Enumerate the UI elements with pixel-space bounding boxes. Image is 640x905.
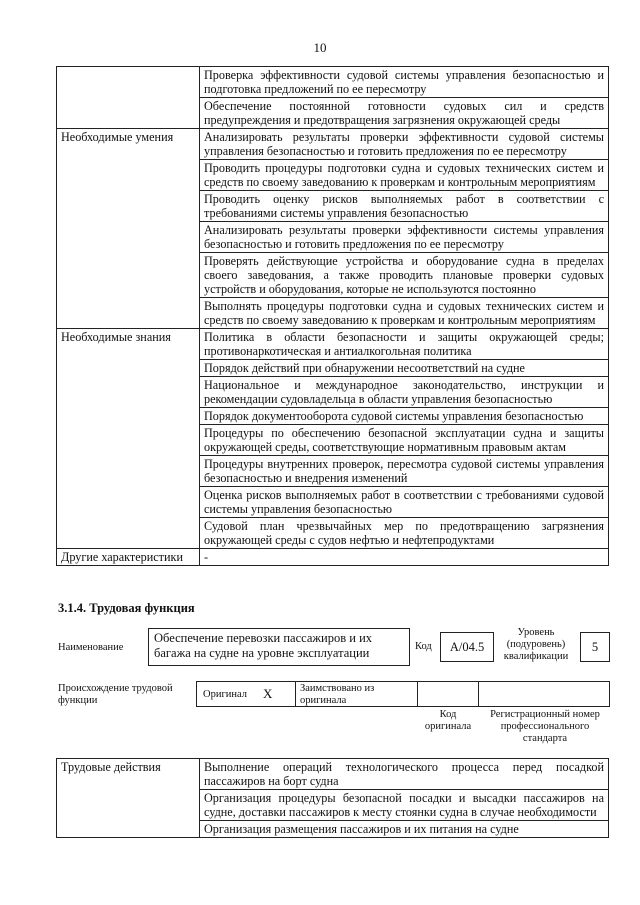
- table-cell: Национальное и международное законодательство, инструкции и рекомендации судовладельца в области управления безопасностью: [200, 377, 609, 408]
- level-value-box: 5: [580, 632, 610, 662]
- code-label: Код: [415, 641, 432, 652]
- table-cell: Анализировать результаты проверки эффективности системы управления безопасностью и готовить предложения по ее пересмотру: [200, 222, 609, 253]
- page-number: 10: [313, 40, 327, 55]
- table-cell: Судовой план чрезвычайных мер по предотвращению загрязнения окружающей среды с судов нефтью и нефтепродуктами: [200, 518, 609, 549]
- original-label: Оригинал: [203, 689, 247, 700]
- borrowed-cell: [295, 681, 418, 707]
- table-row: [57, 759, 609, 790]
- row-label-skills: Необходимые умения: [57, 129, 200, 329]
- code-value-box: A/04.5: [440, 632, 494, 662]
- code-original-cell: [417, 681, 479, 707]
- name-label: Наименование: [58, 642, 124, 653]
- table-cell: -: [200, 549, 609, 566]
- table-cell: Процедуры по обеспечению безопасной эксплуатации судна и защиты окружающей среды, соответствующие нормативным правовым актам: [200, 425, 609, 456]
- function-name-box: Обеспечение перевозки пассажиров и их багажа на судне на уровне эксплуатации: [148, 628, 410, 666]
- table-cell: Оценка рисков выполняемых работ в соответствии с требованиями судовой системы управления безопасностью: [200, 487, 609, 518]
- table-row: [57, 329, 609, 360]
- reg-number-label: Регистрационный номер профессионального стандарта: [490, 709, 600, 744]
- actions-table: [56, 758, 609, 838]
- reg-number-cell: [478, 681, 610, 707]
- table-cell: Процедуры внутренних проверок, пересмотра судовой системы управления безопасностью и внедрения изменений: [200, 456, 609, 487]
- table-cell: Проверка эффективности судовой системы управления безопасностью и подготовка предложений по ее пересмотру: [200, 67, 609, 98]
- row-label-other: Другие характеристики: [57, 549, 200, 566]
- table-row: [57, 67, 609, 98]
- table-cell: Политика в области безопасности и защиты окружающей среды; противонаркотическая и антиалкогольная политика: [200, 329, 609, 360]
- original-cell: [196, 681, 296, 707]
- borrowed-label: Заимствовано из оригинала: [300, 683, 375, 706]
- requirements-table: [56, 66, 609, 566]
- table-cell: Организация размещения пассажиров и их питания на судне: [200, 821, 609, 838]
- table-row: [57, 129, 609, 160]
- section-title: 3.1.4. Трудовая функция: [58, 601, 195, 615]
- row-label-knowledge: Необходимые знания: [57, 329, 200, 549]
- table-cell: Анализировать результаты проверки эффективности судовой системы управления безопасностью и готовить предложения по ее пересмотру: [200, 129, 609, 160]
- original-mark: X: [263, 686, 273, 701]
- table-cell: Выполнение операций технологического процесса перед посадкой пассажиров на борт судна: [200, 759, 609, 790]
- table-cell: Порядок документооборота судовой системы управления безопасностью: [200, 408, 609, 425]
- row-label: [57, 67, 200, 129]
- table-cell: Выполнять процедуры подготовки судна и судовых технических систем и средств по своему заведованию к проверкам и контрольным мероприятиям: [200, 298, 609, 329]
- origin-label: Происхождение трудовой функции: [58, 683, 173, 706]
- code-original-label: Код оригинала: [424, 709, 472, 732]
- table-cell: Организация процедуры безопасной посадки и высадки пассажиров на судне, доставки пассажиров к месту стоянки судна в случае необходимости: [200, 790, 609, 821]
- table-cell: Проводить процедуры подготовки судна и судовых технических систем и средств по своему заведованию к проверкам и контрольным мероприятиям: [200, 160, 609, 191]
- table-cell: Обеспечение постоянной готовности судовых сил и средств предупреждения и предотвращения загрязнения окружающей среды: [200, 98, 609, 129]
- table-cell: Проводить оценку рисков выполняемых работ в соответствии с требованиями системы управления безопасностью: [200, 191, 609, 222]
- table-cell: Проверять действующие устройства и оборудование судна в пределах своего заведования, а также проводить плановые проверки судовых устройств и оборудования, которые не используются постоянно: [200, 253, 609, 298]
- level-label: Уровень (подуровень) квалификации: [503, 627, 569, 662]
- row-label-actions: Трудовые действия: [57, 759, 200, 838]
- table-cell: Порядок действий при обнаружении несоответствий на судне: [200, 360, 609, 377]
- table-row: [57, 549, 609, 566]
